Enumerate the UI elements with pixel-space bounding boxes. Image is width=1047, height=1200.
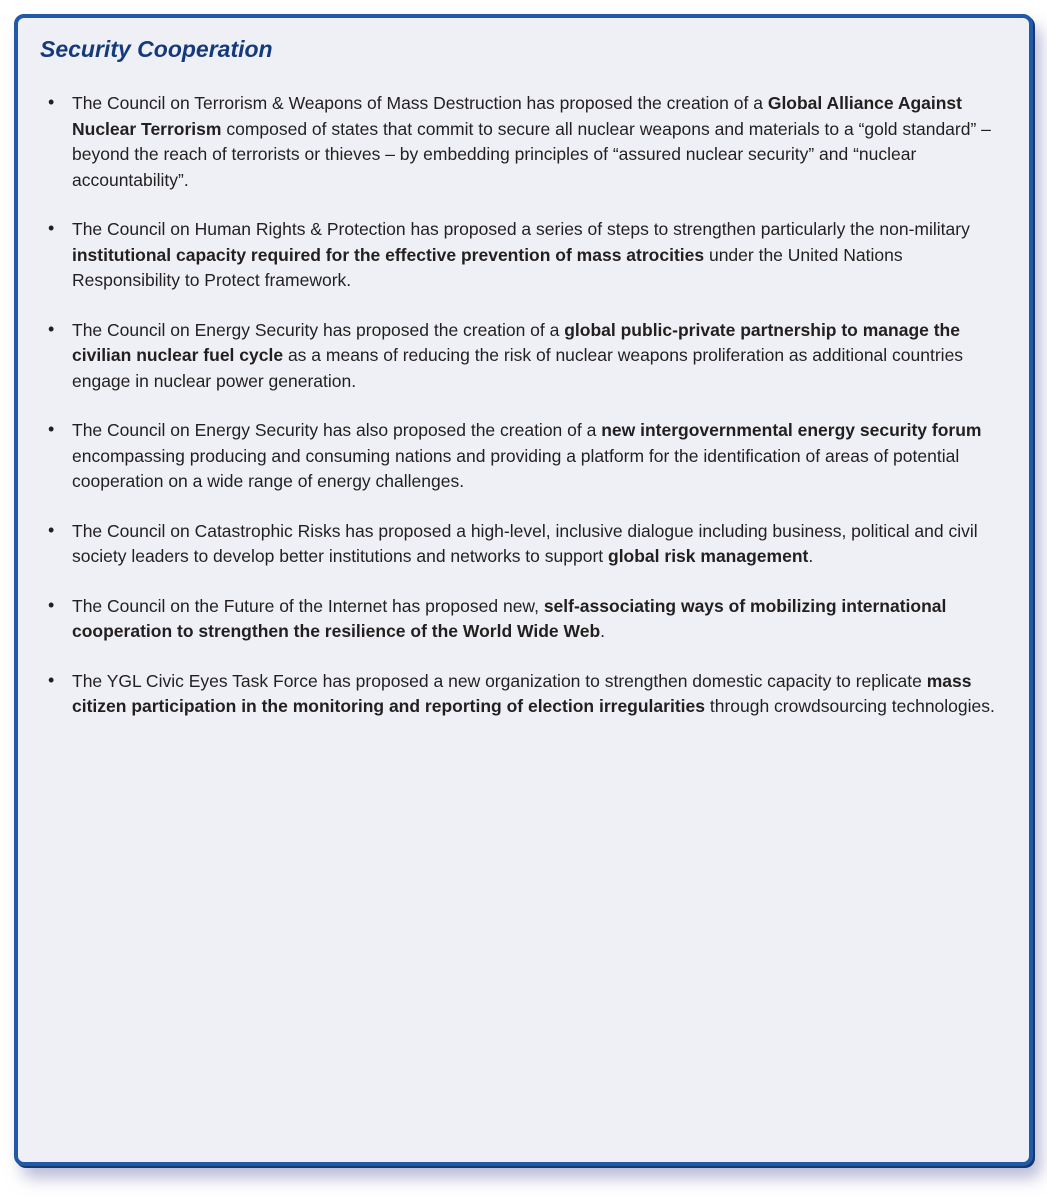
- list-item: [48, 91, 1003, 193]
- bullet-icon: •: [48, 519, 55, 540]
- bullet-icon: •: [48, 318, 55, 339]
- bullet-text-bold: new intergovernmental energy security forum: [601, 420, 982, 440]
- bullet-text: The Council on Terrorism & Weapons of Mass Destruction has proposed the creation of a: [72, 93, 768, 113]
- bullet-text: encompassing producing and consuming nations and providing a platform for the identification of areas of potential cooperation on a wide range of energy challenges.: [72, 445, 960, 491]
- list-item: [48, 669, 1003, 720]
- bullet-text-bold: global risk management: [608, 546, 809, 566]
- bullet-text: The Council on the Future of the Internet has proposed new,: [72, 595, 544, 616]
- bullet-icon: •: [48, 218, 55, 238]
- bullet-text: .: [808, 546, 814, 566]
- bullet-list: [40, 91, 1003, 720]
- bullet-text: composed of states that commit to secure all nuclear weapons and materials to a “gold standard” – beyond the reach of terrorists or thieves – by embedding principles of “assured nuclear security” and “nuclear accountability”.: [72, 118, 991, 190]
- bullet-text: The Council on Catastrophic Risks has proposed a high-level, inclusive dialogue including business, political and civil society leaders to develop better institutions and networks to support: [72, 520, 978, 566]
- bullet-text-bold: Global Alliance Against Nuclear Terrorism: [72, 93, 962, 139]
- bullet-text: The YGL Civic Eyes Task Force has proposed a new organization to strengthen domestic capacity to replicate: [72, 670, 927, 691]
- bullet-text: The Council on Energy Security has proposed the creation of a: [72, 319, 565, 340]
- bullet-text-bold: self-associating ways of mobilizing international cooperation to strengthen the resilience of the World Wide Web: [72, 595, 947, 641]
- bullet-text: The Council on Human Rights & Protection has proposed a series of steps to strengthen particularly the non-military: [72, 219, 970, 239]
- security-cooperation-panel: [14, 14, 1033, 1166]
- list-item: [48, 519, 1003, 570]
- bullet-text: under the United Nations Responsibility to Protect framework.: [72, 244, 903, 290]
- bullet-text: The Council on Energy Security has also proposed the creation of a: [72, 420, 602, 440]
- bullet-icon: •: [48, 669, 55, 690]
- bullet-text: as a means of reducing the risk of nuclear weapons proliferation as additional countries engage in nuclear power generation.: [72, 345, 964, 391]
- bullet-text-bold: global public-private partnership to manage the civilian nuclear fuel cycle: [72, 319, 960, 365]
- list-item: [48, 594, 1003, 645]
- bullet-text: .: [600, 621, 606, 641]
- bullet-text-bold: institutional capacity required for the effective prevention of mass atrocities: [72, 244, 705, 265]
- bullet-text-bold: mass citizen participation in the monitoring and reporting of election irregularities: [72, 670, 972, 716]
- bullet-icon: •: [48, 419, 55, 439]
- bullet-text: through crowdsourcing technologies.: [704, 696, 995, 716]
- list-item: [48, 418, 1003, 495]
- list-item: [48, 217, 1003, 294]
- list-item: [48, 318, 1003, 395]
- panel-title: Security Cooperation: [40, 36, 273, 62]
- bullet-icon: •: [48, 594, 55, 615]
- bullet-icon: •: [48, 92, 55, 112]
